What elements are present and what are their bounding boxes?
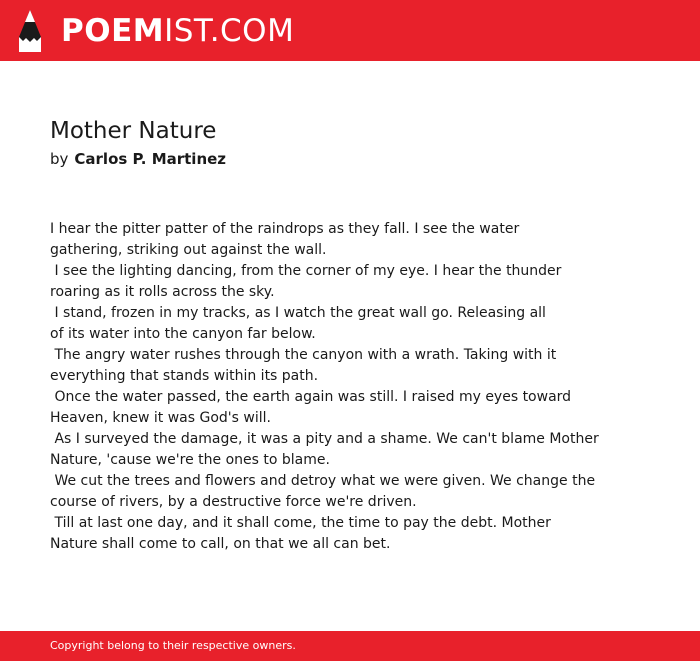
poem-line: Once the water passed, the earth again was still. I raised my eyes toward — [50, 389, 572, 405]
byline — [50, 148, 226, 170]
poem-line: I hear the pitter patter of the raindrops as they fall. I see the water — [50, 221, 520, 237]
site-footer — [0, 631, 700, 661]
poem-line: Heaven, knew it was God's will. — [50, 410, 271, 426]
pencil-logo-icon[interactable] — [17, 9, 43, 53]
poem-line: I see the lighting dancing, from the corner of my eye. I hear the thunder — [50, 263, 562, 279]
poem-line: The angry water rushes through the canyon with a wrath. Taking with it — [50, 347, 557, 363]
by-label: by — [50, 150, 69, 168]
poem-line: of its water into the canyon far below. — [50, 326, 316, 342]
site-logo[interactable] — [61, 12, 294, 50]
poem-line: Till at last one day, and it shall come, the time to pay the debt. Mother — [50, 515, 551, 531]
poem-title: Mother Nature — [50, 118, 217, 144]
poem-line: everything that stands within its path. — [50, 368, 319, 384]
site-header — [0, 0, 700, 61]
poem-line: gathering, striking out against the wall. — [50, 242, 327, 258]
copyright-text: Copyright belong to their respective owners. — [50, 639, 296, 652]
poem-line: Nature shall come to call, on that we all can bet. — [50, 536, 391, 552]
author-name: Carlos P. Martinez — [74, 150, 227, 168]
poem-line: Nature, 'cause we're the ones to blame. — [50, 452, 330, 468]
logo-light-text: IST.COM — [164, 13, 295, 49]
poem-line: roaring as it rolls across the sky. — [50, 284, 275, 300]
poem-line: We cut the trees and flowers and detroy what we were given. We change the — [50, 473, 596, 489]
poem-line: course of rivers, by a destructive force we're driven. — [50, 494, 417, 510]
poem-body — [50, 219, 650, 555]
logo-bold-text: POEM — [61, 13, 165, 49]
poem-line: I stand, frozen in my tracks, as I watch the great wall go. Releasing all — [50, 305, 546, 321]
poem-line: As I surveyed the damage, it was a pity and a shame. We can't blame Mother — [50, 431, 599, 447]
